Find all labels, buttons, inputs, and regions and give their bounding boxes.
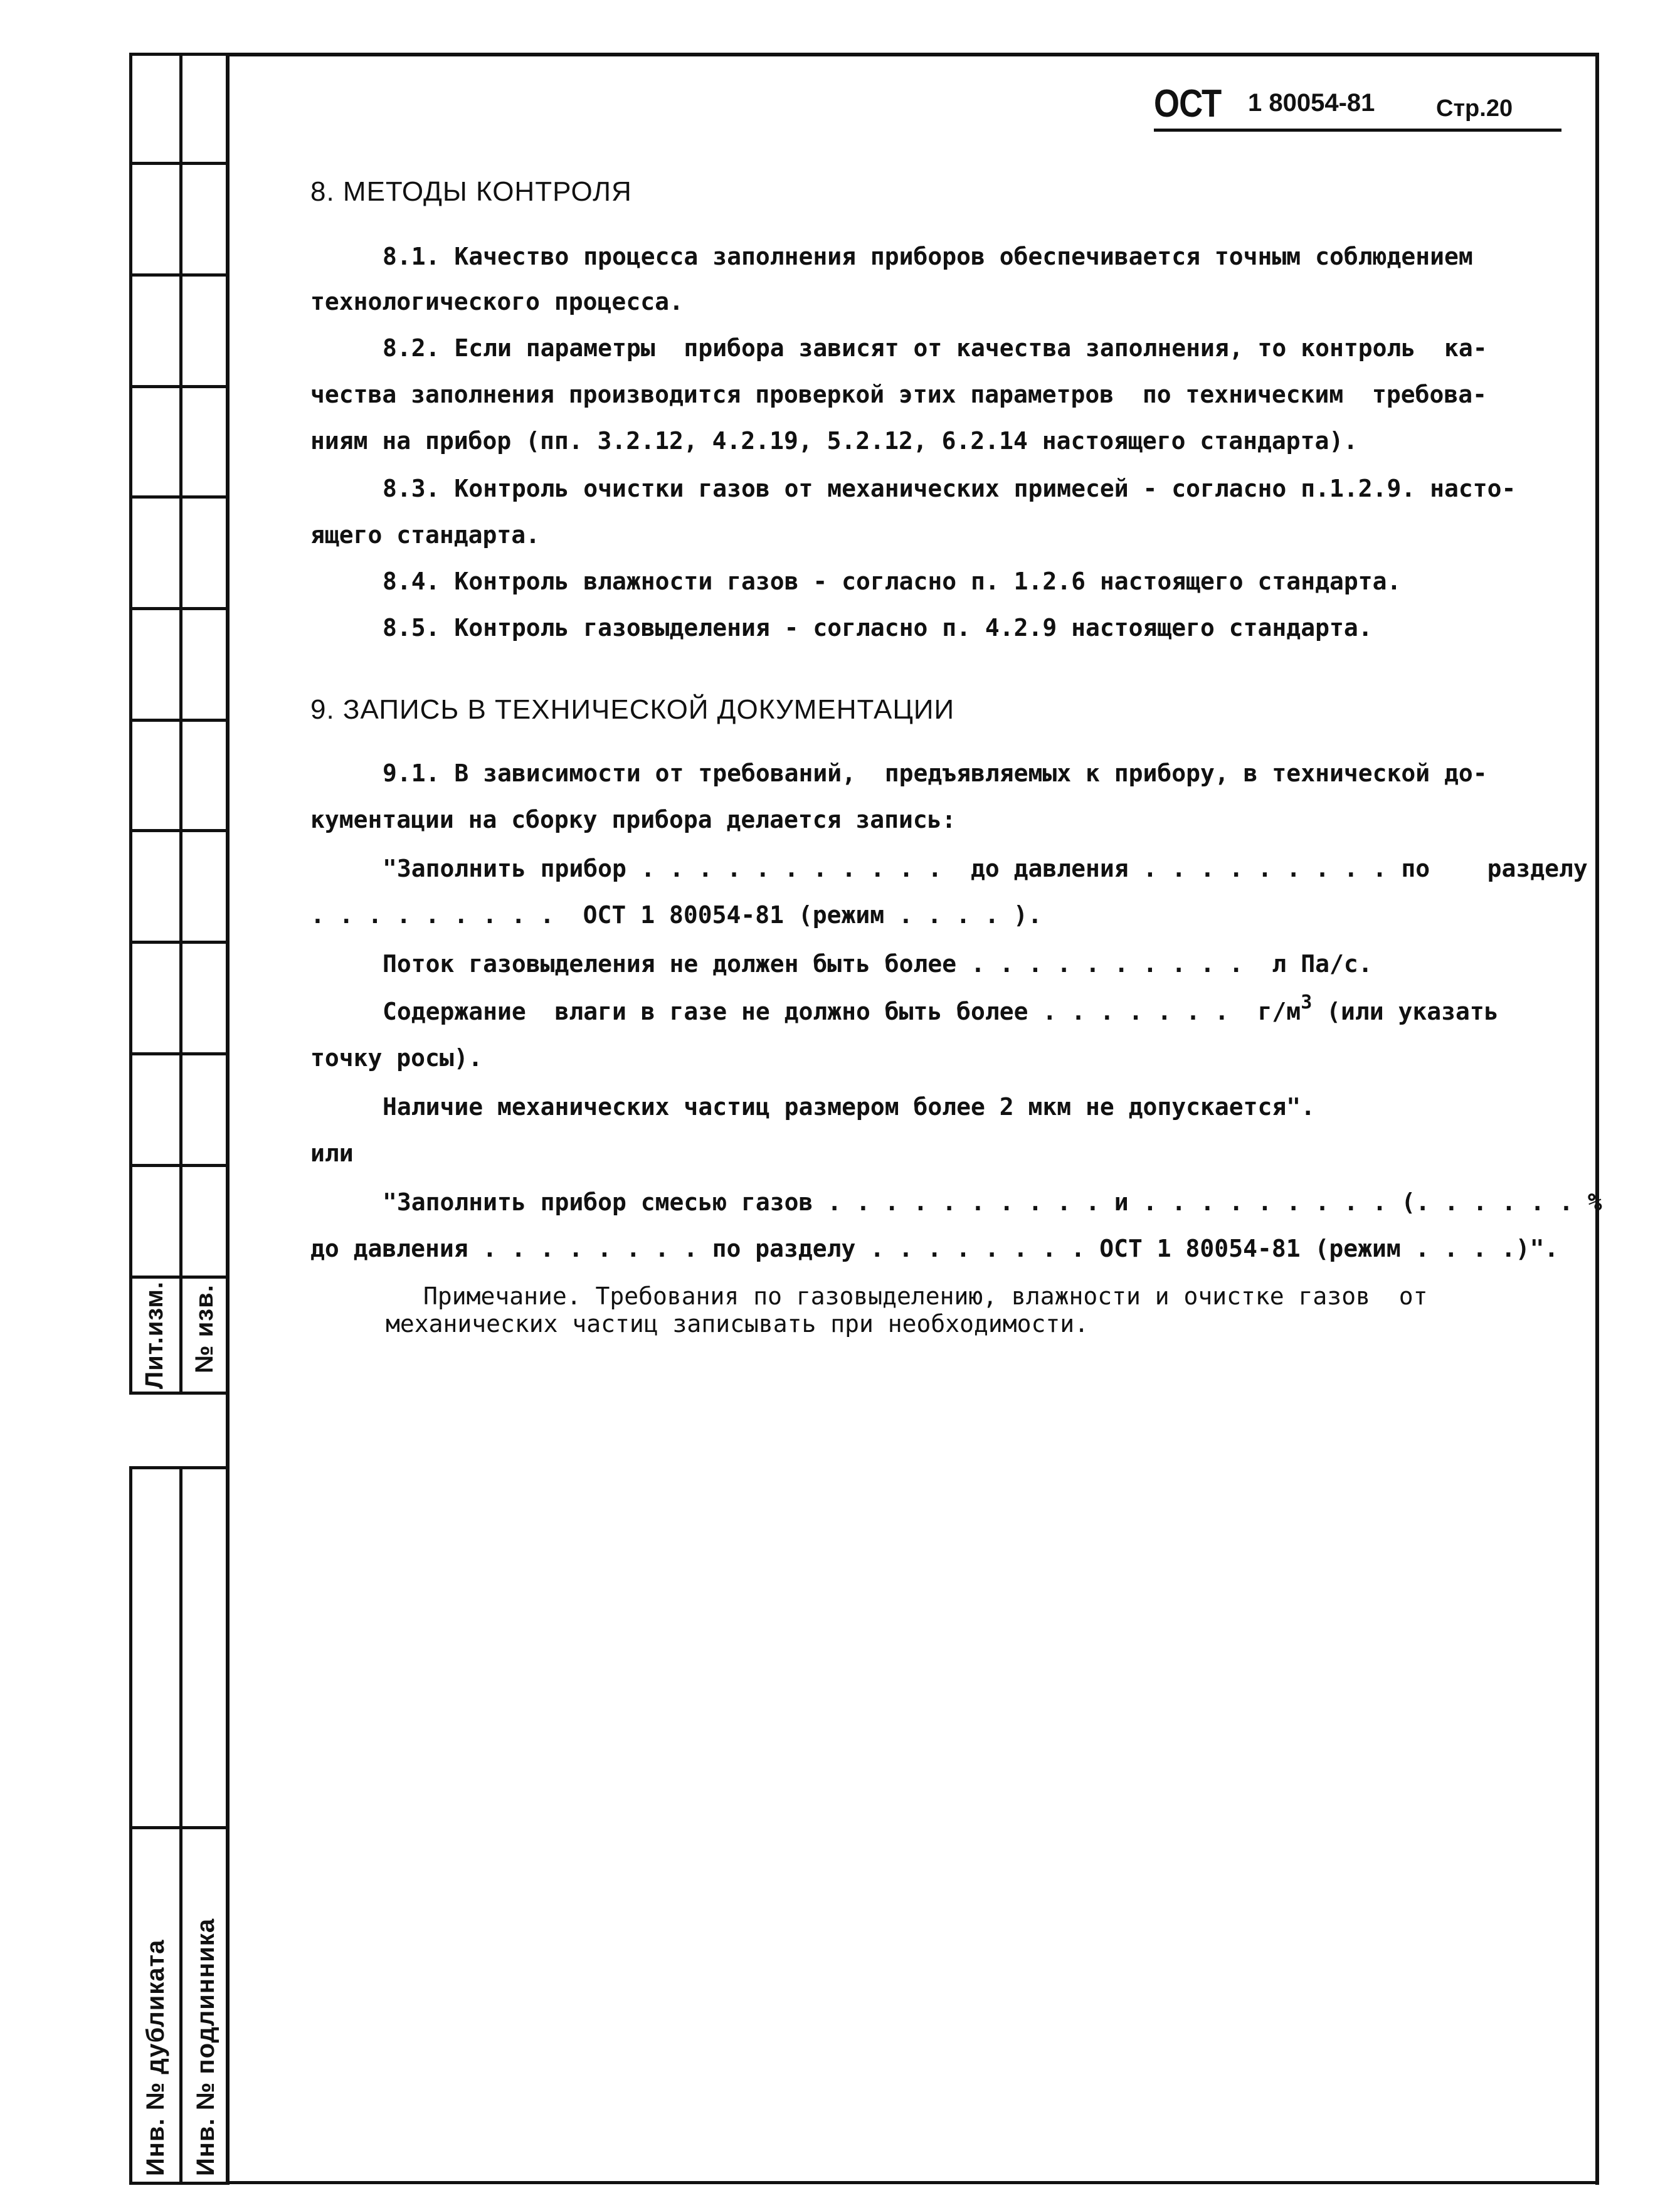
- record-1-dewpoint: точку росы).: [310, 1044, 483, 1072]
- record-2-line-2: до давления . . . . . . . . по разделу . . . . . . . . ОСТ 1 80054-81 (режим . . . .)".: [310, 1235, 1559, 1262]
- para-8-5: 8.5. Контроль газовыделения - согласно п. 4.2.9 настоящего стандарта.: [383, 614, 1373, 642]
- row-line: [129, 1276, 230, 1279]
- para-8-4: 8.4. Контроль влажности газов - согласно п. 1.2.6 настоящего стандарта.: [383, 568, 1402, 595]
- row-line: [129, 162, 230, 165]
- label-inv-dubl: Инв. № дубликата: [142, 1939, 169, 2176]
- page-header: [1154, 82, 1561, 132]
- row-line: [129, 941, 230, 944]
- para-9-1-line-1: 9.1. В зависимости от требований, предъявляемых к прибору, в технической до-: [383, 759, 1487, 787]
- page-number: Стр.20: [1436, 95, 1513, 122]
- record-1-line-1: "Заполнить прибор . . . . . . . . . . . до давления . . . . . . . . . по разделу: [383, 855, 1588, 882]
- para-8-2-line-2: чества заполнения производится проверкой этих параметров по техническим требова-: [310, 381, 1487, 408]
- moisture-text: Содержание влаги в газе не должно быть более . . . . . . . г/м: [383, 998, 1301, 1025]
- row-line: [129, 495, 230, 499]
- row-line: [129, 1164, 230, 1167]
- para-9-1-line-2: кументации на сборку прибора делается запись:: [310, 806, 956, 833]
- frame-top: [226, 53, 1599, 56]
- or-label: или: [310, 1139, 354, 1167]
- para-8-3-line-2: ящего стандарта.: [310, 521, 541, 549]
- frame-bottom: [226, 2181, 1599, 2184]
- side-stamp-upper-divider: [179, 53, 182, 1395]
- row-line: [129, 273, 230, 277]
- record-2-line-1: "Заполнить прибор смесью газов . . . . . . . . . . и . . . . . . . . . (. . . . . . %: [383, 1188, 1602, 1216]
- para-8-1-line-2: технологического процесса.: [310, 288, 684, 315]
- record-1-outgassing: Поток газовыделения не должен быть более . . . . . . . . . . л Па/с.: [383, 950, 1373, 978]
- row-line: [129, 829, 230, 832]
- para-8-3-line-1: 8.3. Контроль очистки газов от механических примесей - согласно п.1.2.9. насто-: [383, 475, 1516, 502]
- label-lit-izm: Лит.изм.: [140, 1281, 168, 1389]
- standard-label: ОСТ: [1154, 82, 1222, 125]
- label-no-izv: № изв.: [191, 1284, 218, 1373]
- row-line: [129, 607, 230, 610]
- para-8-1-line-1: 8.1. Качество процесса заполнения приборов обеспечивается точным соблюдением: [383, 243, 1473, 270]
- frame-right: [1595, 53, 1599, 2185]
- row-line: [129, 385, 230, 388]
- record-1-particles: Наличие механических частиц размером более 2 мкм не допускается".: [383, 1093, 1316, 1121]
- row-line: [129, 1826, 230, 1829]
- moisture-text-tail: (или указать: [1312, 998, 1499, 1025]
- label-inv-podl: Инв. № подлинника: [192, 1918, 219, 2176]
- header-rule: [1154, 129, 1561, 132]
- section-8-title: 8. МЕТОДЫ КОНТРОЛЯ: [310, 176, 632, 207]
- section-9-title: 9. ЗАПИСЬ В ТЕХНИЧЕСКОЙ ДОКУМЕНТАЦИИ: [310, 694, 955, 725]
- record-1-line-2: . . . . . . . . . ОСТ 1 80054-81 (режим . . . . ).: [310, 901, 1042, 929]
- record-1-moisture: [383, 991, 1499, 1025]
- note-line-2: механических частиц записывать при необходимости.: [386, 1310, 1089, 1338]
- row-line: [129, 1052, 230, 1055]
- superscript-3: 3: [1301, 991, 1313, 1013]
- row-line: [129, 719, 230, 722]
- side-stamp-lower-divider: [179, 1466, 182, 2185]
- note-line-1: Примечание. Требования по газовыделению, влажности и очистке газов от: [423, 1282, 1428, 1310]
- para-8-2-line-3: ниям на прибор (пп. 3.2.12, 4.2.19, 5.2.12, 6.2.14 настоящего стандарта).: [310, 427, 1358, 455]
- standard-number: 1 80054-81: [1248, 89, 1375, 117]
- para-8-2-line-1: 8.2. Если параметры прибора зависят от качества заполнения, то контроль ка-: [383, 334, 1487, 362]
